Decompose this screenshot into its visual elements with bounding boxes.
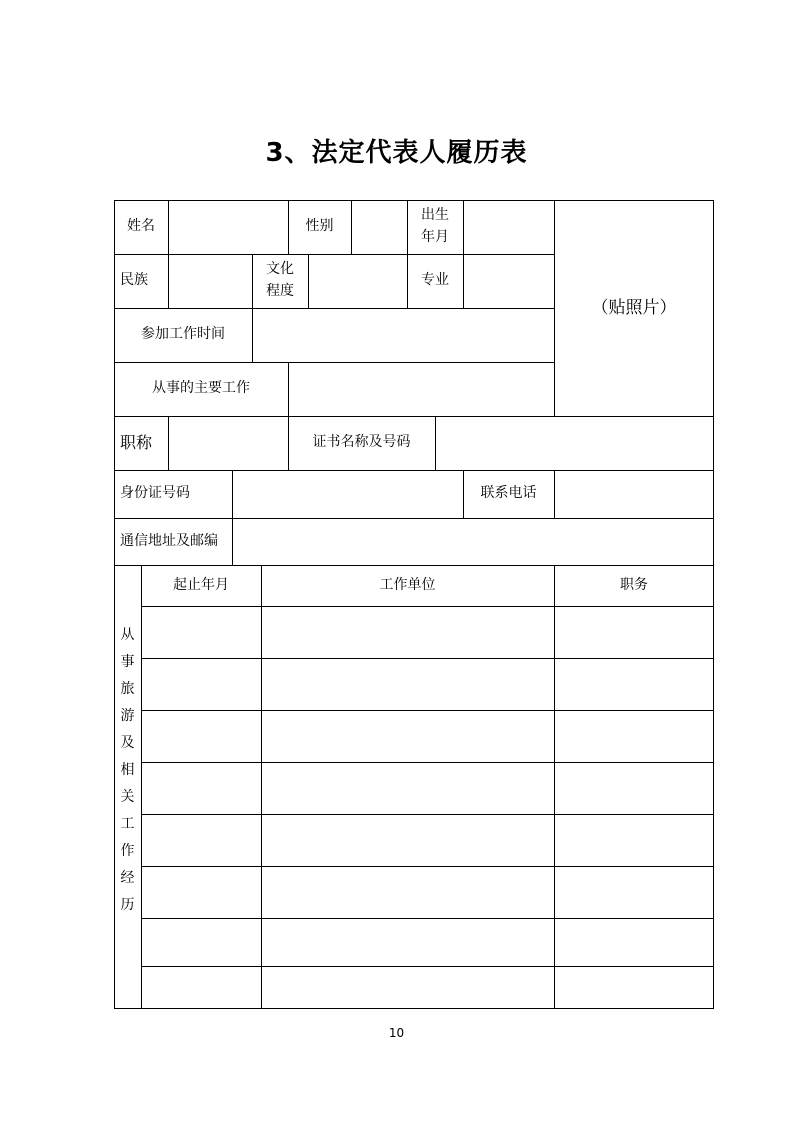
side-label-char: 工 [120, 816, 135, 832]
experience-position-cell[interactable] [554, 710, 714, 762]
experience-period-cell[interactable] [141, 762, 261, 814]
experience-period-cell[interactable] [141, 606, 261, 658]
side-label-char: 从 [120, 627, 135, 643]
experience-period-cell[interactable] [141, 866, 261, 918]
experience-employer-cell[interactable] [261, 710, 554, 762]
experience-position-cell[interactable] [554, 762, 714, 814]
side-label-char: 经 [120, 870, 135, 886]
experience-employer-cell[interactable] [261, 658, 554, 710]
label-work-start: 参加工作时间 [141, 326, 225, 343]
label-birth [407, 200, 463, 254]
side-label-char: 历 [120, 897, 135, 913]
label-education [252, 254, 308, 308]
label-gender: 性别 [305, 218, 334, 235]
main-work-value-cell[interactable] [288, 362, 554, 416]
photo-placeholder: （贴照片） [591, 297, 677, 318]
label-education-line1: 文化 [266, 261, 294, 278]
experience-period-cell[interactable] [141, 918, 261, 966]
label-education-line2: 程度 [266, 283, 294, 299]
experience-employer-cell[interactable] [261, 814, 554, 866]
name-value-cell[interactable] [168, 200, 288, 254]
experience-position-cell[interactable] [554, 814, 714, 866]
side-label-char: 及 [120, 735, 135, 751]
form-title: 3、法定代表人履历表 [265, 138, 528, 168]
gender-value-cell[interactable] [351, 200, 407, 254]
side-label-char: 关 [120, 789, 135, 805]
label-ethnicity: 民族 [120, 272, 148, 289]
label-birth-line2: 年月 [421, 229, 449, 245]
experience-period-cell[interactable] [141, 966, 261, 1009]
experience-position-cell[interactable] [554, 966, 714, 1009]
experience-position-cell[interactable] [554, 606, 714, 658]
side-label-char: 作 [120, 843, 135, 859]
side-label-char: 游 [120, 708, 135, 724]
address-value-cell[interactable] [232, 518, 714, 565]
experience-position-cell[interactable] [554, 658, 714, 710]
label-name: 姓名 [127, 218, 155, 235]
side-label-char: 相 [120, 762, 135, 778]
experience-employer-cell[interactable] [261, 918, 554, 966]
label-main-work: 从事的主要工作 [152, 380, 250, 397]
experience-employer-cell[interactable] [261, 606, 554, 658]
label-id-number: 身份证号码 [120, 485, 190, 502]
education-value-cell[interactable] [308, 254, 407, 308]
header-position: 职务 [620, 576, 648, 593]
major-value-cell[interactable] [463, 254, 554, 308]
experience-period-cell[interactable] [141, 658, 261, 710]
experience-employer-cell[interactable] [261, 866, 554, 918]
experience-position-cell[interactable] [554, 918, 714, 966]
header-employer: 工作单位 [379, 576, 436, 593]
side-label-char: 旅 [120, 681, 135, 697]
experience-employer-cell[interactable] [261, 762, 554, 814]
label-title-rank: 职称 [120, 432, 153, 452]
certificate-value-cell[interactable] [435, 416, 714, 470]
label-major: 专业 [421, 272, 449, 289]
label-birth-line1: 出生 [421, 207, 449, 224]
experience-side-label [114, 622, 141, 919]
side-label-char: 事 [120, 654, 135, 670]
header-period: 起止年月 [173, 576, 229, 593]
label-address: 通信地址及邮编 [120, 532, 218, 549]
label-certificate: 证书名称及号码 [312, 434, 411, 451]
title-rank-value-cell[interactable] [168, 416, 288, 470]
label-phone: 联系电话 [480, 485, 537, 502]
phone-value-cell[interactable] [554, 470, 714, 518]
ethnicity-value-cell[interactable] [168, 254, 252, 308]
experience-period-cell[interactable] [141, 710, 261, 762]
work-start-value-cell[interactable] [252, 308, 554, 362]
experience-position-cell[interactable] [554, 866, 714, 918]
experience-employer-cell[interactable] [261, 966, 554, 1009]
page-number: 10 [388, 1026, 405, 1040]
experience-period-cell[interactable] [141, 814, 261, 866]
birth-value-cell[interactable] [463, 200, 554, 254]
id-number-value-cell[interactable] [232, 470, 463, 518]
